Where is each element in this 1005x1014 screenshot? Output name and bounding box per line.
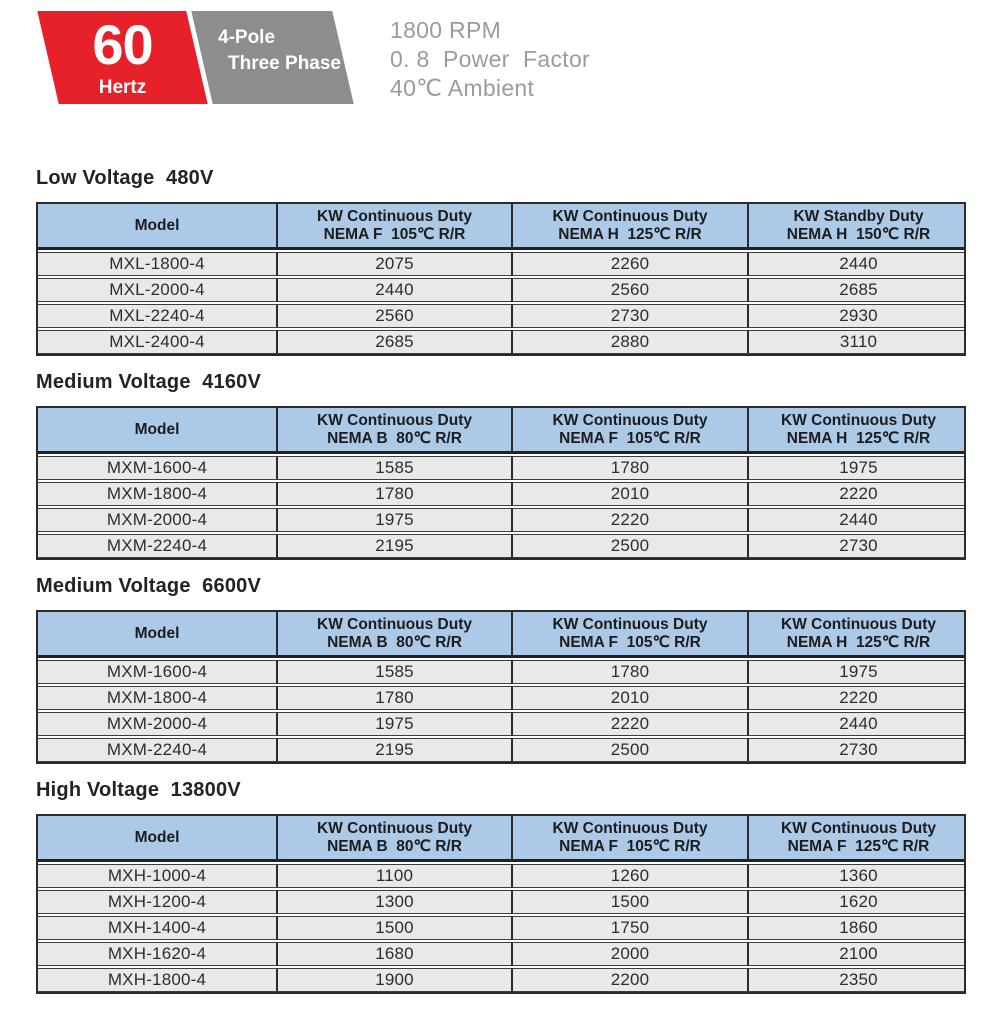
- column-header: [276, 612, 511, 658]
- value-cell: 2685: [747, 278, 966, 302]
- column-header-line: KW Continuous Duty: [552, 208, 708, 225]
- spec-table: [38, 814, 966, 994]
- pole-label: 4-Pole: [218, 27, 276, 48]
- frequency-value: 60: [92, 13, 153, 76]
- column-header: [38, 204, 276, 250]
- value-cell: 1780: [276, 686, 511, 710]
- value-cell: 1975: [747, 456, 966, 480]
- column-header-line: KW Continuous Duty: [552, 616, 708, 633]
- spec-rpm: 1800 RPM: [390, 17, 502, 43]
- value-cell: 2560: [511, 278, 747, 302]
- header-row: [38, 612, 966, 658]
- column-header-line: KW Continuous Duty: [317, 412, 472, 429]
- value-cell: 2930: [747, 304, 966, 328]
- value-cell: 3110: [747, 330, 966, 354]
- spec-power-factor: 0. 8 Power Factor: [390, 46, 590, 72]
- value-cell: 1780: [511, 456, 747, 480]
- column-header-line: Model: [134, 421, 180, 438]
- voltage-section: [36, 369, 1005, 560]
- value-cell: 1260: [511, 864, 747, 888]
- table-row: [38, 942, 966, 966]
- column-header-line: KW Continuous Duty: [552, 820, 708, 837]
- column-header: [511, 408, 747, 454]
- value-cell: 2500: [511, 534, 747, 558]
- model-cell: MXM-2000-4: [38, 712, 276, 736]
- value-cell: 2195: [276, 534, 511, 558]
- voltage-sections: [0, 115, 1005, 994]
- column-header-line: Model: [134, 829, 180, 846]
- model-cell: MXM-1600-4: [38, 660, 276, 684]
- section-title: High Voltage 13800V: [36, 779, 241, 801]
- table-row: [38, 278, 966, 302]
- pole-phase-badge: [202, 11, 343, 104]
- value-cell: 2730: [511, 304, 747, 328]
- column-header-line: NEMA F 105℃ R/R: [559, 430, 701, 447]
- model-cell: MXH-1200-4: [38, 890, 276, 914]
- column-header-line: NEMA H 125℃ R/R: [786, 430, 931, 447]
- table-row: [38, 890, 966, 914]
- header-row: [38, 816, 966, 862]
- column-header: [276, 408, 511, 454]
- value-cell: 2440: [747, 252, 966, 276]
- value-cell: 1900: [276, 968, 511, 992]
- column-header-line: NEMA F 105℃ R/R: [559, 838, 701, 855]
- value-cell: 1780: [511, 660, 747, 684]
- column-header: [38, 612, 276, 658]
- column-header: [38, 816, 276, 862]
- frequency-unit: Hertz: [98, 77, 147, 98]
- model-cell: MXH-1800-4: [38, 968, 276, 992]
- spec-table-frame: [36, 202, 966, 356]
- value-cell: 2440: [276, 278, 511, 302]
- column-header-line: NEMA B 80℃ R/R: [327, 430, 462, 447]
- model-cell: MXH-1400-4: [38, 916, 276, 940]
- section-title: Medium Voltage 6600V: [36, 575, 262, 597]
- value-cell: 2560: [276, 304, 511, 328]
- column-header-line: KW Continuous Duty: [781, 412, 936, 429]
- column-header: [747, 204, 966, 250]
- section-title: Medium Voltage 4160V: [36, 371, 262, 393]
- value-cell: 1780: [276, 482, 511, 506]
- table-row: [38, 864, 966, 888]
- value-cell: 1100: [276, 864, 511, 888]
- value-cell: 1975: [276, 712, 511, 736]
- table-row: [38, 252, 966, 276]
- value-cell: 1975: [747, 660, 966, 684]
- value-cell: 1500: [511, 890, 747, 914]
- section-title: Low Voltage 480V: [36, 167, 214, 189]
- column-header-line: Model: [134, 625, 180, 642]
- spec-lines: [390, 16, 590, 103]
- header-banner: [0, 0, 1005, 115]
- column-header-line: NEMA F 105℃ R/R: [559, 634, 701, 651]
- value-cell: 2220: [511, 712, 747, 736]
- column-header-line: KW Continuous Duty: [317, 208, 472, 225]
- column-header-line: NEMA B 80℃ R/R: [327, 838, 462, 855]
- column-header: [747, 816, 966, 862]
- table-row: [38, 712, 966, 736]
- value-cell: 1750: [511, 916, 747, 940]
- value-cell: 1300: [276, 890, 511, 914]
- spec-table: [38, 406, 966, 560]
- voltage-section: [36, 573, 1005, 764]
- model-cell: MXM-1800-4: [38, 686, 276, 710]
- column-header: [38, 408, 276, 454]
- value-cell: 1500: [276, 916, 511, 940]
- model-cell: MXL-2240-4: [38, 304, 276, 328]
- column-header-line: KW Continuous Duty: [317, 820, 472, 837]
- column-header-line: Model: [134, 217, 180, 234]
- column-header: [511, 612, 747, 658]
- column-header-line: NEMA H 150℃ R/R: [786, 226, 931, 243]
- value-cell: 2350: [747, 968, 966, 992]
- value-cell: 2685: [276, 330, 511, 354]
- value-cell: 2220: [511, 508, 747, 532]
- column-header: [511, 204, 747, 250]
- value-cell: 2075: [276, 252, 511, 276]
- value-cell: 1860: [747, 916, 966, 940]
- value-cell: 2220: [747, 686, 966, 710]
- model-cell: MXM-2240-4: [38, 534, 276, 558]
- value-cell: 2440: [747, 712, 966, 736]
- column-header: [276, 816, 511, 862]
- model-cell: MXH-1000-4: [38, 864, 276, 888]
- column-header: [747, 408, 966, 454]
- table-row: [38, 508, 966, 532]
- value-cell: 2500: [511, 738, 747, 762]
- column-header-line: NEMA F 105℃ R/R: [323, 226, 466, 243]
- column-header-line: NEMA H 125℃ R/R: [558, 226, 702, 243]
- value-cell: 2200: [511, 968, 747, 992]
- model-cell: MXM-2240-4: [38, 738, 276, 762]
- value-cell: 1620: [747, 890, 966, 914]
- value-cell: 2220: [747, 482, 966, 506]
- value-cell: 2730: [747, 534, 966, 558]
- value-cell: 1360: [747, 864, 966, 888]
- spec-table-frame: [36, 814, 966, 994]
- voltage-section: [36, 165, 1005, 356]
- model-cell: MXH-1620-4: [38, 942, 276, 966]
- column-header-line: NEMA H 125℃ R/R: [786, 634, 931, 651]
- model-cell: MXM-1600-4: [38, 456, 276, 480]
- spec-table-frame: [36, 406, 966, 560]
- phase-label: Three Phase: [228, 53, 341, 74]
- column-header: [276, 204, 511, 250]
- voltage-section: [36, 777, 1005, 994]
- column-header-line: KW Continuous Duty: [781, 820, 936, 837]
- table-row: [38, 534, 966, 558]
- column-header-line: KW Continuous Duty: [552, 412, 708, 429]
- column-header-line: KW Standby Duty: [793, 208, 924, 225]
- table-row: [38, 456, 966, 480]
- value-cell: 1585: [276, 456, 511, 480]
- value-cell: 1975: [276, 508, 511, 532]
- table-row: [38, 330, 966, 354]
- spec-table-frame: [36, 610, 966, 764]
- model-cell: MXL-1800-4: [38, 252, 276, 276]
- table-row: [38, 916, 966, 940]
- value-cell: 2260: [511, 252, 747, 276]
- header-row: [38, 204, 966, 250]
- spec-table: [38, 610, 966, 764]
- column-header-line: KW Continuous Duty: [781, 616, 936, 633]
- table-row: [38, 482, 966, 506]
- model-cell: MXM-1800-4: [38, 482, 276, 506]
- value-cell: 1680: [276, 942, 511, 966]
- column-header-line: KW Continuous Duty: [317, 616, 472, 633]
- model-cell: MXL-2000-4: [38, 278, 276, 302]
- column-header-line: NEMA B 80℃ R/R: [327, 634, 462, 651]
- column-header-line: NEMA F 125℃ R/R: [787, 838, 930, 855]
- spec-ambient: 40℃ Ambient: [390, 75, 535, 101]
- value-cell: 1585: [276, 660, 511, 684]
- value-cell: 2195: [276, 738, 511, 762]
- column-header: [511, 816, 747, 862]
- value-cell: 2880: [511, 330, 747, 354]
- table-row: [38, 686, 966, 710]
- value-cell: 2730: [747, 738, 966, 762]
- frequency-badge: [48, 11, 197, 104]
- header-row: [38, 408, 966, 454]
- table-row: [38, 738, 966, 762]
- value-cell: 2010: [511, 686, 747, 710]
- table-row: [38, 968, 966, 992]
- table-row: [38, 660, 966, 684]
- value-cell: 2010: [511, 482, 747, 506]
- column-header: [747, 612, 966, 658]
- model-cell: MXL-2400-4: [38, 330, 276, 354]
- value-cell: 2440: [747, 508, 966, 532]
- table-row: [38, 304, 966, 328]
- value-cell: 2100: [747, 942, 966, 966]
- spec-table: [38, 202, 966, 356]
- value-cell: 2000: [511, 942, 747, 966]
- model-cell: MXM-2000-4: [38, 508, 276, 532]
